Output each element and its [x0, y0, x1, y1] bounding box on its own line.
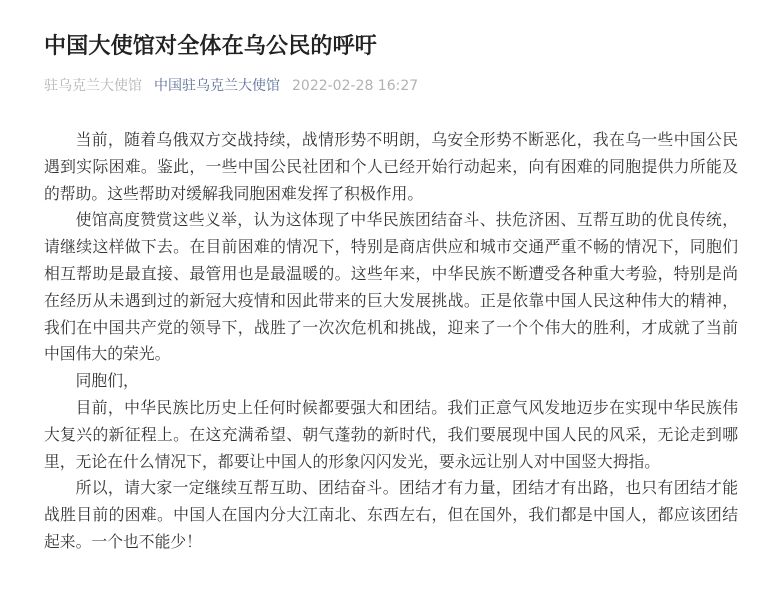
author-name: 驻乌克兰大使馆	[44, 78, 142, 94]
paragraph-2: 使馆高度赞赏这些义举，认为这体现了中华民族团结奋斗、扶危济困、互帮互助的优良传统，请继续这样做下去。在目前困难的情况下，特别是商店供应和城市交通严重不畅的情况下，同胞们相互帮助是最直接、最管用也是最温暖的。这些年来，中华民族不断遭受各种重大考验，特别是尚在经历从未遇到过的新冠大疫情和因此带来的巨大发展挑战。正是依靠中国人民这种伟大的精神，我们在中国共产党的领导下，战胜了一次次危机和挑战，迎来了一个个伟大的胜利，才成就了当前中国伟大的荣光。	[44, 210, 738, 364]
paragraph-3: 同胞们，	[75, 371, 139, 391]
article-content	[44, 127, 738, 556]
paragraph-1: 当前，随着乌俄双方交战持续，战情形势不明朗，乌安全形势不断恶化，我在乌一些中国公民遇到实际困难。鉴此，一些中国公民社团和个人已经开始行动起来，向有困难的同胞提供力所能及的帮助。这些帮助对缓解我同胞困难发挥了积极作用。	[44, 130, 738, 203]
paragraph-5: 所以，请大家一定继续互帮互助、团结奋斗。团结才有力量，团结才有出路，也只有团结才能战胜目前的困难。中国人在国内分大江南北、东西左右，但在国外，我们都是中国人，都应该团结起来。一个也不能少！	[44, 478, 738, 551]
article-meta	[44, 76, 738, 96]
account-name-link[interactable]: 中国驻乌克兰大使馆	[154, 78, 280, 94]
publish-time: 2022-02-28 16:27	[292, 78, 419, 94]
article-title: 中国大使馆对全体在乌公民的呼吁	[44, 34, 378, 59]
paragraph-4: 目前，中华民族比历史上任何时候都要强大和团结。我们正意气风发地迈步在实现中华民族伟大复兴的新征程上。在这充满希望、朝气蓬勃的新时代，我们要展现中国人民的风采，无论走到哪里，无论在什么情况下，都要让中国人的形象闪闪发光，要永远让别人对中国竖大拇指。	[44, 397, 738, 471]
